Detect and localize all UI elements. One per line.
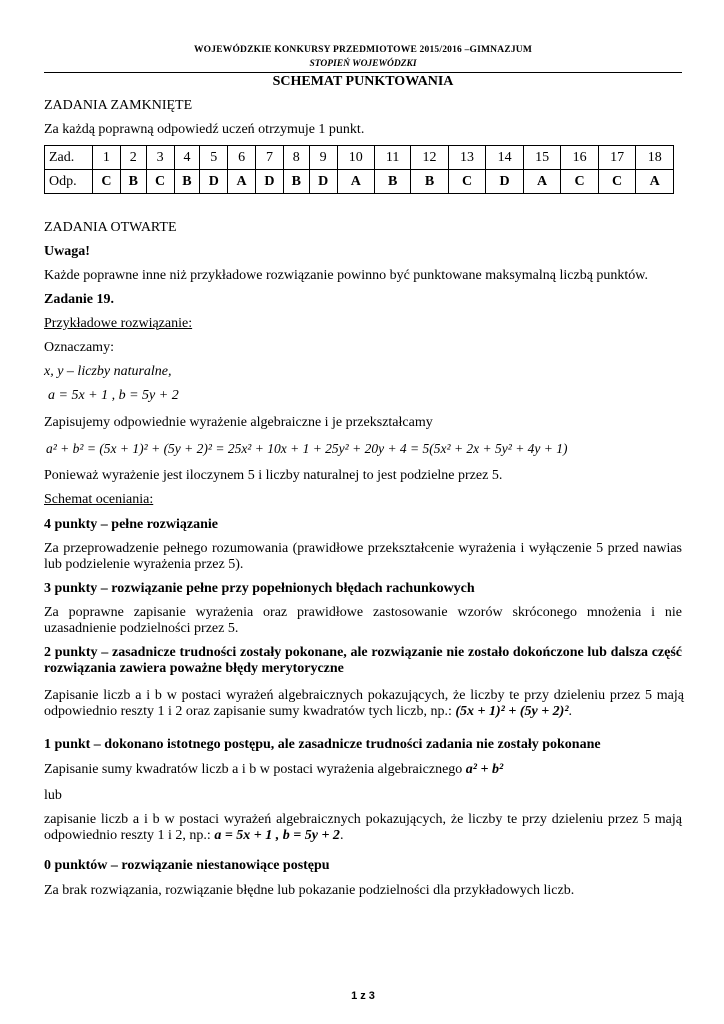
score-2-equation: (5x + 1)² + (5y + 2)² [455, 704, 569, 719]
score-2-description: Zapisanie liczb a i b w postaci wyrażeń algebraicznych pokazujących, że liczby te przy dzieleniu przez 5 mają odpowiednio reszty 1 i 2 oraz zapisanie sumy kwadratów tych liczb, np.: [44, 688, 684, 719]
answer-cell: D [256, 170, 284, 194]
score-1-text-a [44, 762, 503, 778]
note-text: Każde poprawne inne niż przykładowe rozwiązanie powinno być punktowane maksymalną liczbą punktów. [44, 268, 648, 283]
answer-cell: A [337, 170, 375, 194]
denote-text: Oznaczamy: [44, 340, 114, 355]
score-2-text: Zapisanie liczb a i b w postaci wyrażeń algebraicznych pokazujących, że liczby te przy dzieleniu przez 5 mają odpowiednio reszty 1 i 2 oraz zapisanie sumy kwadratów tych liczb, np.: (5x + 1)² + (5y + 2)². [44, 688, 684, 719]
task-row-label: Zad. [45, 146, 93, 170]
score-1-or: lub [44, 788, 62, 803]
task-number-cell: 2 [120, 146, 146, 170]
answer-cell: D [486, 170, 524, 194]
answer-cell: B [283, 170, 309, 194]
task-number-cell: 9 [309, 146, 337, 170]
task-number-cell: 18 [636, 146, 674, 170]
score-2-title: 2 punkty – zasadnicze trudności zostały pokonane, ale rozwiązanie nie zostało dokończone lub dalsza część rozwiązania zawiera poważne błędy merytoryczne [44, 645, 682, 676]
score-4-text: Za przeprowadzenie pełnego rozumowania (prawidłowe przekształcenie wyrażenia i wyłączenie 5 przed nawias lub podzielenie wyrażenia przez 5). [44, 541, 682, 572]
task-number-cell: 10 [337, 146, 375, 170]
competition-header: WOJEWÓDZKIE KONKURSY PRZEDMIOTOWE 2015/2016 –GIMNAZJUM [193, 45, 533, 55]
task-number-cell: 6 [228, 146, 256, 170]
task-number-cell: 11 [375, 146, 411, 170]
task-number-cell: 17 [598, 146, 636, 170]
variables-text: x, y – liczby naturalne, [44, 364, 172, 379]
transform-intro: Zapisujemy odpowiednie wyrażenie algebraiczne i je przekształcamy [44, 415, 433, 430]
task-19-title: Zadanie 19. [44, 292, 115, 307]
answer-cell: B [174, 170, 200, 194]
task-number-cell: 5 [200, 146, 228, 170]
task-row [45, 146, 674, 170]
scheme-label: Schemat oceniania: [44, 492, 154, 507]
answer-cell: B [120, 170, 146, 194]
document-title: SCHEMAT PUNKTOWANIA [272, 74, 454, 89]
score-1-text-b: zapisanie liczb a i b w postaci wyrażeń algebraicznych pokazujących, że liczby te przy dzieleniu przez 5 mają odpowiednio reszty 1 i 2, np.: a = 5x + 1 , b = 5y + 2. [44, 812, 682, 843]
open-tasks-heading: ZADANIA OTWARTE [44, 220, 177, 235]
task-number-cell: 7 [256, 146, 284, 170]
conclusion-text: Ponieważ wyrażenie jest iloczynem 5 i liczby naturalnej to jest podzielne przez 5. [44, 468, 503, 483]
score-1-description-b: zapisanie liczb a i b w postaci wyrażeń algebraicznych pokazujących, że liczby te przy dzieleniu przez 5 mają odpowiednio reszty 1 i 2, np.: [44, 812, 682, 843]
score-1-description-a: Zapisanie sumy kwadratów liczb a i b w postaci wyrażenia algebraicznego [44, 762, 463, 777]
task-number-cell: 8 [283, 146, 309, 170]
answer-cell: C [598, 170, 636, 194]
answer-cell: A [228, 170, 256, 194]
score-0-title: 0 punktów – rozwiązanie niestanowiące postępu [44, 858, 330, 873]
note-title: Uwaga! [44, 244, 90, 259]
score-1-title: 1 punkt – dokonano istotnego postępu, ale zasadnicze trudności zadania nie zostały pokonane [44, 737, 601, 752]
answer-cell: B [375, 170, 411, 194]
task-number-cell: 4 [174, 146, 200, 170]
answer-cell: D [309, 170, 337, 194]
definition-equation: a = 5x + 1 , b = 5y + 2 [48, 388, 179, 403]
answer-cell: A [523, 170, 561, 194]
answer-cell: C [93, 170, 121, 194]
task-number-cell: 14 [486, 146, 524, 170]
closed-tasks-intro: Za każdą poprawną odpowiedź uczeń otrzymuje 1 punkt. [44, 122, 365, 137]
score-4-title: 4 punkty – pełne rozwiązanie [44, 517, 218, 532]
answer-cell: D [200, 170, 228, 194]
answer-cell: B [411, 170, 449, 194]
answer-cell: C [448, 170, 486, 194]
score-0-text: Za brak rozwiązania, rozwiązanie błędne lub pokazanie podzielności dla przykładowych liczb. [44, 883, 575, 898]
answer-row-label: Odp. [45, 170, 93, 194]
answer-key-table [44, 145, 674, 194]
level-header: STOPIEŃ WOJEWÓDZKI [309, 59, 417, 69]
main-equation: a² + b² = (5x + 1)² + (5y + 2)² = 25x² + 10x + 1 + 25y² + 20y + 4 = 5(5x² + 2x + 5y² + 4y + 1) [46, 441, 568, 456]
task-number-cell: 3 [146, 146, 174, 170]
answer-row [45, 170, 674, 194]
score-1-equation-a: a² + b² [465, 762, 504, 777]
page-number: 1 z 3 [351, 990, 375, 1002]
task-number-cell: 16 [561, 146, 599, 170]
header-divider [44, 72, 682, 73]
task-number-cell: 15 [523, 146, 561, 170]
answer-cell: C [146, 170, 174, 194]
task-number-cell: 1 [93, 146, 121, 170]
example-solution-label: Przykładowe rozwiązanie: [44, 316, 193, 331]
task-number-cell: 12 [411, 146, 449, 170]
score-3-title: 3 punkty – rozwiązanie pełne przy popełnionych błędach rachunkowych [44, 581, 475, 596]
closed-tasks-heading: ZADANIA ZAMKNIĘTE [44, 98, 193, 113]
answer-cell: A [636, 170, 674, 194]
score-3-text: Za poprawne zapisanie wyrażenia oraz prawidłowe zastosowanie wzorów skróconego mnożenia i nie uzasadnienie podzielności przez 5. [44, 605, 682, 636]
task-number-cell: 13 [448, 146, 486, 170]
answer-cell: C [561, 170, 599, 194]
score-1-equation-b: a = 5x + 1 , b = 5y + 2 [214, 828, 340, 843]
